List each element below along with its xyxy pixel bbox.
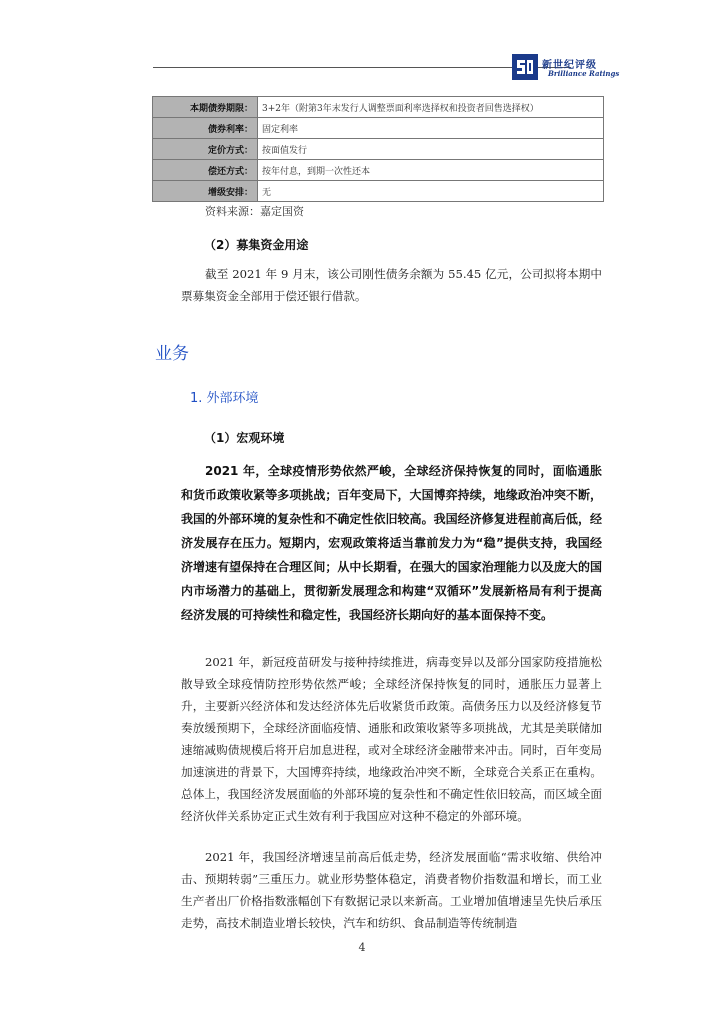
logo-english-name: Brilliance Ratings	[548, 69, 620, 78]
body-paragraph: 2021 年，我国经济增速呈前高后低走势，经济发展面临“需求收缩、供给冲击、预期转弱”三重压力。就业形势整体稳定，消费者物价指数温和增长，而工业生产者出厂价格指数涨幅创下有数据记录以来新高。工业增加值增速呈先快后承压走势，高技术制造业增长较快，汽车和纺织、食品制造等传统制造	[181, 850, 602, 930]
logo-mark-icon	[512, 54, 538, 80]
table-row	[153, 118, 604, 139]
term-key: 债券利率：	[153, 118, 258, 139]
page-number: 4	[358, 941, 366, 954]
term-key: 定价方式：	[153, 139, 258, 160]
term-value: 按面值发行	[258, 139, 604, 160]
term-key: 本期债券期限：	[153, 97, 258, 118]
table-row	[153, 139, 604, 160]
brand-logo	[512, 54, 620, 80]
table-row	[153, 160, 604, 181]
term-value: 按年付息，到期一次性还本	[258, 160, 604, 181]
table-row	[153, 181, 604, 202]
funds-paragraph: 截至 2021 年 9 月末，该公司刚性债务余额为 55.45 亿元，公司拟将本期中票募集资金全部用于偿还银行借款。	[181, 267, 602, 303]
term-key: 偿还方式：	[153, 160, 258, 181]
term-value: 固定利率	[258, 118, 604, 139]
section-title: 业务	[155, 344, 189, 364]
header-rule	[153, 67, 571, 68]
macro-heading: （1）宏观环境	[204, 431, 285, 445]
term-key: 增级安排：	[153, 181, 258, 202]
funds-heading: （2）募集资金用途	[204, 238, 309, 252]
term-value: 无	[258, 181, 604, 202]
summary-paragraph: 2021 年，全球疫情形势依然严峻，全球经济保持恢复的同时，面临通胀和货币政策收紧等多项挑战；百年变局下，大国博弈持续，地缘政治冲突不断，我国的外部环境的复杂性和不确定性依旧较高。我国经济修复进程前高后低，经济发展存在压力。短期内，宏观政策将适当靠前发力为“稳”提供支持，我国经济增速有望保持在合理区间；从中长期看，在强大的国家治理能力以及庞大的国内市场潜力的基础上，贯彻新发展理念和构建“双循环”发展新格局有利于提高经济发展的可持续性和稳定性，我国经济长期向好的基本面保持不变。	[181, 464, 602, 622]
subsection-title: 1. 外部环境	[190, 391, 259, 406]
term-value: 3+2年（附第3年末发行人调整票面利率选择权和投资者回售选择权）	[258, 97, 604, 118]
table-row	[153, 97, 604, 118]
bond-terms-table	[152, 96, 604, 202]
table-source-note: 资料来源：嘉定国资	[205, 205, 304, 218]
logo-chinese-name: 新世纪评级	[542, 60, 597, 71]
body-paragraph: 2021 年，新冠疫苗研发与接种持续推进，病毒变异以及部分国家防疫措施松散导致全球疫情防控形势依然严峻；全球经济保持恢复的同时，通胀压力显著上升，主要新兴经济体和发达经济体先后收紧货币政策。高债务压力以及经济修复节奏放缓预期下，全球经济面临疫情、通胀和政策收紧等多项挑战，尤其是美联储加速缩减购债规模后将开启加息进程，或对全球经济金融带来冲击。同时，百年变局加速演进的背景下，大国博弈持续，地缘政治冲突不断，全球竞合关系正在重构。总体上，我国经济发展面临的外部环境的复杂性和不确定性依旧较高，而区域全面经济伙伴关系协定正式生效有利于我国应对这种不稳定的外部环境。	[181, 655, 602, 823]
